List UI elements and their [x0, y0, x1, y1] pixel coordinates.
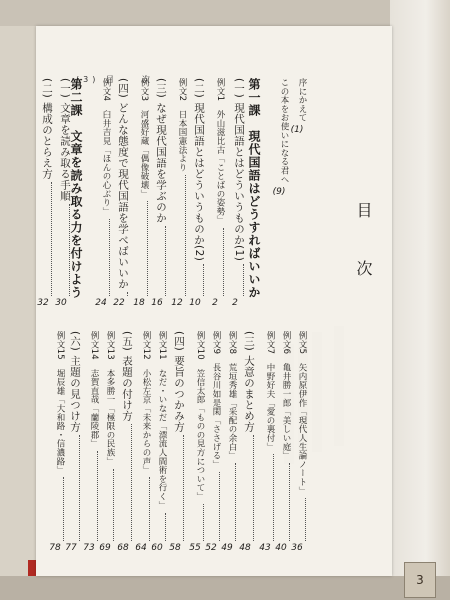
- front-matter-text: この本をお使いになる君へ: [279, 78, 289, 184]
- leader-dots: [165, 513, 166, 541]
- toc-entry: [130, 78, 148, 308]
- toc-entry-text: (一) 現代国語とはどういうものか(1): [233, 78, 245, 262]
- page-number: 58: [169, 543, 181, 553]
- bleed-through-shadow: [298, 338, 308, 458]
- front-matter-item: [288, 78, 306, 135]
- toc-entry-text: 例文13 本多勝一「極限の民族」: [105, 331, 115, 466]
- page-number: 22: [113, 298, 125, 308]
- page-number: 32: [37, 298, 49, 308]
- page-number: 73: [83, 543, 95, 553]
- toc-entry: [206, 78, 224, 308]
- next-page-edge: [390, 0, 450, 600]
- toc-entry: [80, 331, 98, 553]
- leader-dots: [51, 182, 52, 296]
- page-number: 68: [117, 543, 129, 553]
- toc-entry-text: (四) どんな態度で現代国語を学べばいいか: [117, 78, 129, 290]
- toc-entry: [132, 331, 150, 553]
- page-number: 2: [232, 298, 238, 308]
- page-number: (9): [272, 186, 286, 197]
- leader-dots: [183, 435, 184, 541]
- toc-entry-text: 例文11 なだ・いなだ「漂流人間術を行く」: [157, 331, 167, 510]
- leader-dots: [253, 435, 254, 541]
- leader-dots: [305, 498, 306, 541]
- leader-dots: [147, 201, 148, 296]
- toc-entry-text: (六) 主題の見つけ方: [69, 331, 81, 433]
- chapter-heading-2-text: 第二課 文章を読み取る力を付けよう: [69, 78, 83, 299]
- leader-dots: [203, 504, 204, 541]
- leader-dots: [127, 292, 128, 296]
- front-matter-text: 序にかえて: [297, 78, 307, 122]
- chapter-heading-2: [70, 78, 82, 299]
- toc-entry: [46, 331, 64, 553]
- toc-entry-text: (一) 文章を読み取る手順: [59, 78, 71, 202]
- bleed-through-shadow: [334, 326, 344, 446]
- leader-dots: [289, 463, 290, 541]
- page-number: 18: [133, 298, 145, 308]
- toc-entry: [166, 331, 184, 553]
- toc-entry-text: 例文2 日本国憲法より: [177, 78, 187, 172]
- page-number: 78: [49, 543, 61, 553]
- page-number: 52: [205, 543, 217, 553]
- page-number: 16: [151, 298, 163, 308]
- page-number: 69: [99, 543, 111, 553]
- toc-entry: [168, 78, 186, 308]
- toc-entry-text: (四) 要旨のつかみ方: [173, 331, 185, 433]
- toc-entry: [52, 78, 70, 308]
- background-top: [0, 0, 450, 26]
- leader-dots: [203, 264, 204, 296]
- page-number: 2: [212, 298, 218, 308]
- toc-entry-text: 例文15 堀辰雄「大和路・信濃路」: [55, 331, 65, 475]
- page-title: 目次: [354, 202, 373, 318]
- leader-dots: [69, 204, 70, 296]
- toc-entry-text: 例文3 河盛好蔵「偶像破壊」: [139, 78, 149, 199]
- front-matter-item: [270, 78, 288, 197]
- toc-entry-text: 例文5 矢内原伊作「現代人生論ノート」: [297, 331, 307, 496]
- toc-entry-text: (五) 表題の付け方: [121, 331, 133, 422]
- toc-entry-text: 例文10 笠信太郎「ものの見方について」: [195, 331, 205, 501]
- bleed-through-shadow: [312, 332, 322, 452]
- toc-entry: [110, 78, 128, 308]
- leader-dots: [113, 469, 114, 541]
- toc-entry: [186, 78, 204, 308]
- chapter-heading-1-text: 第一課 現代国語はどうすればいいか: [247, 78, 261, 299]
- toc-entry-text: 例文12 小松左京「未来からの声」: [141, 331, 151, 475]
- leader-dots: [219, 472, 220, 541]
- toc-entry-text: 例文6 亀井勝一郎「美しい庭」: [281, 331, 291, 460]
- toc-entry-text: 例文1 外山滋比古「ことばの姿勢」: [215, 78, 225, 225]
- page-number: 24: [95, 298, 107, 308]
- toc-entry-text: 例文14 志賀直哉「蘭陵郡」: [89, 331, 99, 449]
- toc-entry-text: (二) 構成のとらえ方: [41, 78, 53, 180]
- toc-entry: [226, 78, 244, 308]
- toc-entry: [114, 331, 132, 553]
- toc-entry: [148, 78, 166, 308]
- page-number: 40: [275, 543, 287, 553]
- toc-entry-text: (三) 大意のまとめ方: [243, 331, 255, 433]
- page-number: 36: [291, 543, 303, 553]
- page-number: 30: [55, 298, 67, 308]
- page-number: 49: [221, 543, 233, 553]
- toc-entry: [92, 78, 110, 308]
- toc-entry: [256, 331, 274, 553]
- toc-entry-text: (二) 現代国語とはどういうものか(2): [193, 78, 205, 262]
- leader-dots: [79, 435, 80, 541]
- leader-dots: [243, 264, 244, 296]
- leader-dots: [273, 454, 274, 541]
- page-number: 48: [239, 543, 251, 553]
- leader-dots: [63, 477, 64, 541]
- background-bottom: [0, 576, 450, 600]
- page-number: 60: [151, 543, 163, 553]
- toc-entry-text: 例文8 荒垣秀雄「采配の余白」: [227, 331, 237, 460]
- leader-dots: [109, 219, 110, 296]
- corner-tag: 3: [404, 562, 436, 598]
- leader-dots: [235, 463, 236, 541]
- toc-entry-text: 例文9 長谷川如是閑「ささげる」: [211, 331, 221, 469]
- chapter-heading-1: [248, 78, 260, 299]
- leader-dots: [149, 477, 150, 541]
- leader-dots: [131, 424, 132, 541]
- page-number: 10: [189, 298, 201, 308]
- page-number: 55: [189, 543, 201, 553]
- page-number: (1): [290, 125, 304, 135]
- leader-dots: [185, 175, 186, 296]
- leader-dots: [165, 226, 166, 296]
- page-number: 77: [65, 543, 77, 553]
- book-page: [36, 26, 392, 576]
- page-number: 43: [259, 543, 271, 553]
- toc-entry-text: (三) なぜ現代国語を学ぶのか: [155, 78, 167, 224]
- toc-entry-text: 例文7 中野好夫「愛の裏付」: [265, 331, 275, 452]
- leader-dots: [223, 228, 224, 296]
- toc-entry: [186, 331, 204, 553]
- running-header: (3) 目 次: [76, 75, 154, 84]
- bleed-through-shadow: [284, 344, 294, 464]
- page-number: 64: [135, 543, 147, 553]
- toc-entry: [236, 331, 254, 553]
- leader-dots: [97, 451, 98, 541]
- toc-entry: [34, 78, 52, 308]
- toc-entry-text: 例文4 臼井吉見「ほんの心ぶり」: [101, 78, 111, 216]
- page-number: 12: [171, 298, 183, 308]
